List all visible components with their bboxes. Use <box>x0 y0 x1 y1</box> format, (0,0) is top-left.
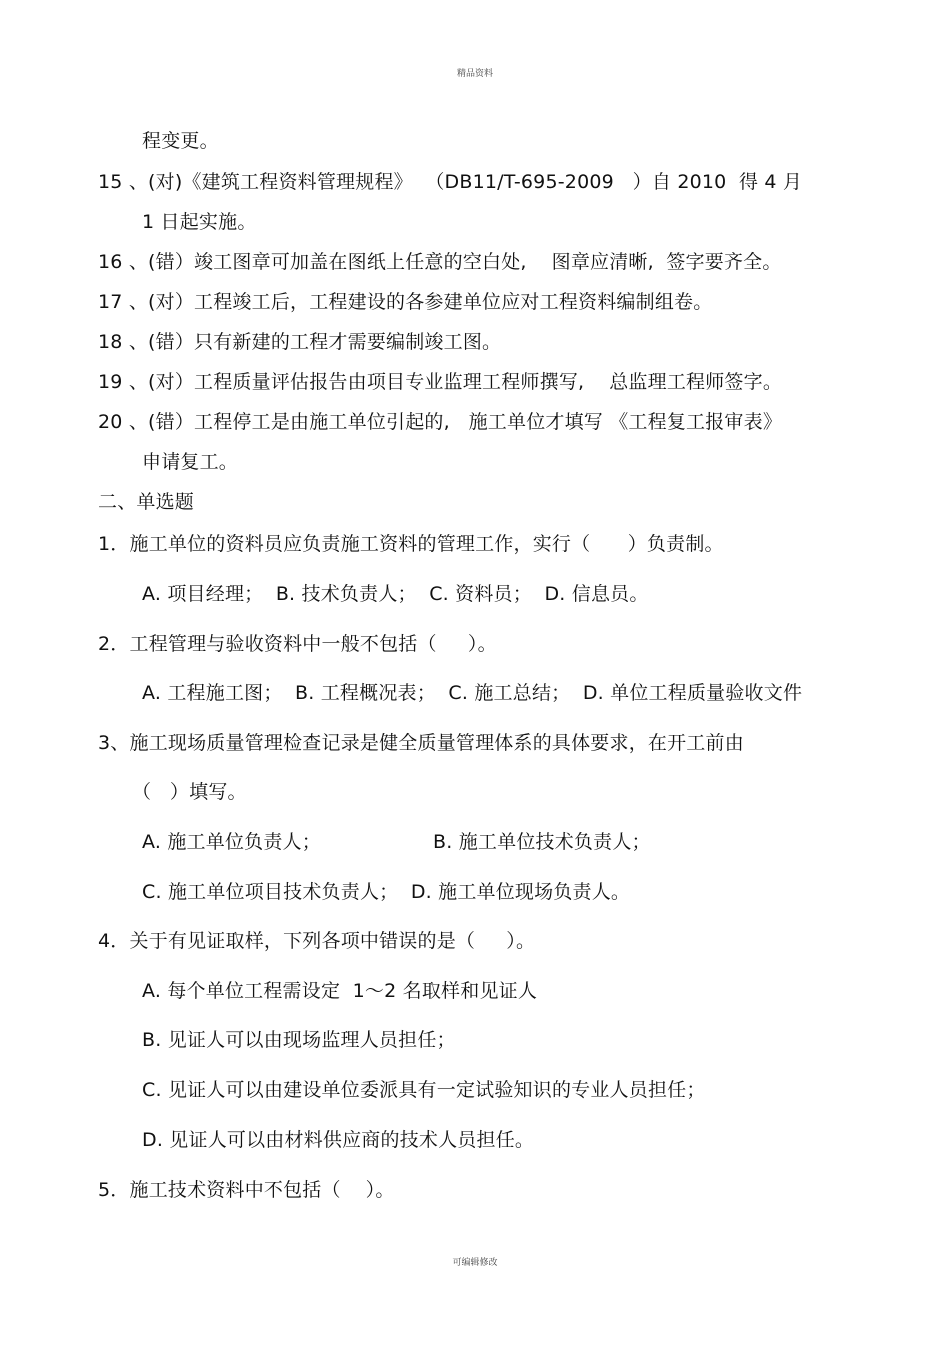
question-2-options: A. 工程施工图； B. 工程概况表； C. 施工总结； D. 单位工程质量验收文件 <box>142 682 803 704</box>
text-line-4: 16 、(错）竣工图章可加盖在图纸上任意的空白处, 图章应清晰, 签字要齐全。 <box>98 251 782 273</box>
question-4-option-b: B. 见证人可以由现场监理人员担任； <box>142 1029 456 1051</box>
question-3-option-b: B. 施工单位技术负责人； <box>433 831 651 853</box>
question-4-option-a: A. 每个单位工程需设定 1～2 名取样和见证人 <box>142 980 538 1002</box>
question-3: 3、施工现场质量管理检查记录是健全质量管理体系的具体要求，在开工前由 <box>98 732 744 754</box>
text-line-3: 1 日起实施。 <box>142 211 257 233</box>
question-5: 5．施工技术资料中不包括（ ）。 <box>98 1179 395 1201</box>
question-3-option-a: A. 施工单位负责人； <box>142 831 321 853</box>
text-line-9: 申请复工。 <box>142 451 239 473</box>
text-line-7: 19 、(对）工程质量评估报告由项目专业监理工程师撰写, 总监理工程师签字。 <box>98 371 783 393</box>
text-line-2: 15 、(对)《建筑工程资料管理规程》 （DB11/T-695-2009 ）自 2010 得 4 月 <box>98 171 803 193</box>
question-1: 1．施工单位的资料员应负责施工资料的管理工作，实行（ ）负责制。 <box>98 533 724 555</box>
question-3-continued: （ ）填写。 <box>132 781 247 803</box>
question-3-options-cd: C. 施工单位项目技术负责人； D. 施工单位现场负责人。 <box>142 881 631 903</box>
text-line-1: 程变更。 <box>142 130 219 152</box>
text-line-5: 17 、(对）工程竣工后，工程建设的各参建单位应对工程资料编制组卷。 <box>98 291 713 313</box>
page-footer: 可编辑修改 <box>452 1258 498 1268</box>
question-1-options: A. 项目经理； B. 技术负责人； C. 资料员； D. 信息员。 <box>142 583 649 605</box>
text-line-6: 18 、(错）只有新建的工程才需要编制竣工图。 <box>98 331 502 353</box>
question-2: 2．工程管理与验收资料中一般不包括（ ）。 <box>98 633 497 655</box>
section-heading: 二、单选题 <box>98 491 195 513</box>
page-header: 精品资料 <box>456 69 493 79</box>
question-4: 4．关于有见证取样，下列各项中错误的是（ ）。 <box>98 930 536 952</box>
question-4-option-d: D. 见证人可以由材料供应商的技术人员担任。 <box>142 1129 535 1151</box>
question-4-option-c: C. 见证人可以由建设单位委派具有一定试验知识的专业人员担任； <box>142 1079 706 1101</box>
text-line-8: 20 、(错）工程停工是由施工单位引起的, 施工单位才填写 《工程复工报审表》 <box>98 411 783 433</box>
